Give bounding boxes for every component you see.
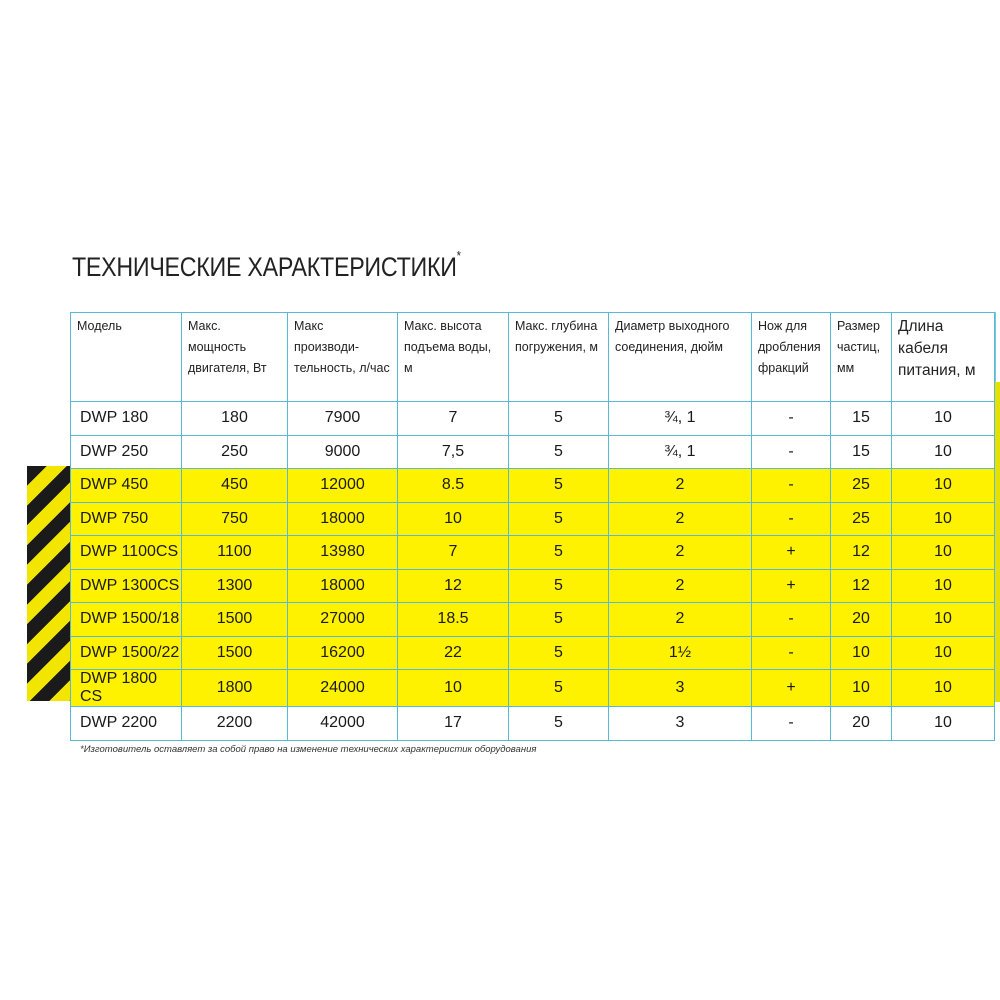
cell-flow: 27000	[288, 603, 398, 637]
cell-flow: 18000	[288, 502, 398, 536]
cell-depth: 5	[509, 435, 609, 469]
cell-depth: 5	[509, 536, 609, 570]
cell-depth: 5	[509, 469, 609, 503]
cell-particle: 12	[831, 536, 892, 570]
cell-outlet: 2	[609, 502, 752, 536]
cell-flow: 18000	[288, 569, 398, 603]
cell-knife: -	[752, 435, 831, 469]
cell-particle: 25	[831, 502, 892, 536]
cell-head: 17	[398, 707, 509, 741]
header-flow: Макс производи-тельность, л/час	[288, 313, 398, 402]
table-row	[71, 707, 995, 741]
cell-model: DWP 1100CS	[71, 536, 182, 570]
table-row	[71, 469, 995, 503]
cell-cable: 10	[892, 469, 995, 503]
title-footnote-mark: *	[456, 248, 461, 263]
cell-head: 10	[398, 502, 509, 536]
cell-model: DWP 1800 CS	[71, 670, 182, 707]
cell-depth: 5	[509, 502, 609, 536]
cell-knife: -	[752, 402, 831, 436]
cell-particle: 25	[831, 469, 892, 503]
cell-knife: -	[752, 707, 831, 741]
hazard-stripe-marker	[27, 466, 70, 701]
cell-model: DWP 450	[71, 469, 182, 503]
header-cable: Длина кабеля питания, м	[892, 313, 995, 402]
header-particle: Размер частиц, мм	[831, 313, 892, 402]
cell-outlet: 2	[609, 536, 752, 570]
header-head: Макс. высота подъема воды, м	[398, 313, 509, 402]
cell-outlet: ¾, 1	[609, 402, 752, 436]
cell-flow: 7900	[288, 402, 398, 436]
cell-model: DWP 1500/22	[71, 636, 182, 670]
cell-depth: 5	[509, 603, 609, 637]
title-text: ТЕХНИЧЕСКИЕ ХАРАКТЕРИСТИКИ	[72, 252, 457, 282]
cell-head: 8.5	[398, 469, 509, 503]
cell-head: 7	[398, 402, 509, 436]
cell-knife: -	[752, 469, 831, 503]
table-row	[71, 670, 995, 707]
cell-model: DWP 250	[71, 435, 182, 469]
cell-head: 7	[398, 536, 509, 570]
cell-cable: 10	[892, 636, 995, 670]
cell-cable: 10	[892, 569, 995, 603]
cell-power: 2200	[182, 707, 288, 741]
table-row	[71, 502, 995, 536]
cell-particle: 10	[831, 636, 892, 670]
header-knife: Нож для дробления фракций	[752, 313, 831, 402]
cell-depth: 5	[509, 636, 609, 670]
table-body	[71, 402, 995, 741]
table-row	[71, 603, 995, 637]
cell-power: 1500	[182, 603, 288, 637]
cell-outlet: 2	[609, 569, 752, 603]
cell-particle: 15	[831, 435, 892, 469]
cell-power: 1500	[182, 636, 288, 670]
cell-head: 18.5	[398, 603, 509, 637]
cell-flow: 16200	[288, 636, 398, 670]
header-depth: Макс. глубина погружения, м	[509, 313, 609, 402]
cell-model: DWP 1300CS	[71, 569, 182, 603]
cell-knife: +	[752, 670, 831, 707]
right-edge-strip-top	[995, 312, 1000, 382]
header-model: Модель	[71, 313, 182, 402]
cell-head: 22	[398, 636, 509, 670]
cell-particle: 10	[831, 670, 892, 707]
cell-flow: 42000	[288, 707, 398, 741]
cell-power: 1100	[182, 536, 288, 570]
cell-cable: 10	[892, 536, 995, 570]
cell-outlet: 2	[609, 469, 752, 503]
cell-head: 10	[398, 670, 509, 707]
cell-outlet: 1½	[609, 636, 752, 670]
cell-model: DWP 1500/18	[71, 603, 182, 637]
cell-outlet: 2	[609, 603, 752, 637]
header-outlet: Диаметр выходного соединения, дюйм	[609, 313, 752, 402]
cell-flow: 12000	[288, 469, 398, 503]
cell-power: 1800	[182, 670, 288, 707]
cell-knife: -	[752, 603, 831, 637]
cell-flow: 9000	[288, 435, 398, 469]
cell-outlet: 3	[609, 707, 752, 741]
cell-knife: +	[752, 569, 831, 603]
cell-power: 450	[182, 469, 288, 503]
cell-depth: 5	[509, 670, 609, 707]
cell-particle: 15	[831, 402, 892, 436]
cell-depth: 5	[509, 707, 609, 741]
cell-cable: 10	[892, 502, 995, 536]
cell-cable: 10	[892, 707, 995, 741]
cell-particle: 20	[831, 603, 892, 637]
table-row	[71, 536, 995, 570]
table-row	[71, 569, 995, 603]
cell-cable: 10	[892, 402, 995, 436]
cell-particle: 12	[831, 569, 892, 603]
cell-model: DWP 180	[71, 402, 182, 436]
cell-depth: 5	[509, 402, 609, 436]
cell-outlet: ¾, 1	[609, 435, 752, 469]
cell-power: 250	[182, 435, 288, 469]
cell-outlet: 3	[609, 670, 752, 707]
cell-knife: -	[752, 502, 831, 536]
cell-model: DWP 750	[71, 502, 182, 536]
table-row	[71, 402, 995, 436]
cell-flow: 24000	[288, 670, 398, 707]
cell-power: 1300	[182, 569, 288, 603]
specifications-table	[70, 312, 995, 741]
cell-knife: +	[752, 536, 831, 570]
table-row	[71, 435, 995, 469]
table-header-row	[71, 313, 995, 402]
cell-particle: 20	[831, 707, 892, 741]
cell-flow: 13980	[288, 536, 398, 570]
cell-power: 750	[182, 502, 288, 536]
table-row	[71, 636, 995, 670]
cell-depth: 5	[509, 569, 609, 603]
cell-cable: 10	[892, 670, 995, 707]
cell-head: 12	[398, 569, 509, 603]
cell-power: 180	[182, 402, 288, 436]
cell-cable: 10	[892, 603, 995, 637]
footnote: *Изготовитель оставляет за собой право на изменение технических характеристик оборудования	[80, 744, 537, 755]
cell-cable: 10	[892, 435, 995, 469]
header-power: Макс. мощность двигателя, Вт	[182, 313, 288, 402]
cell-model: DWP 2200	[71, 707, 182, 741]
page-title	[72, 248, 461, 283]
cell-knife: -	[752, 636, 831, 670]
cell-head: 7,5	[398, 435, 509, 469]
